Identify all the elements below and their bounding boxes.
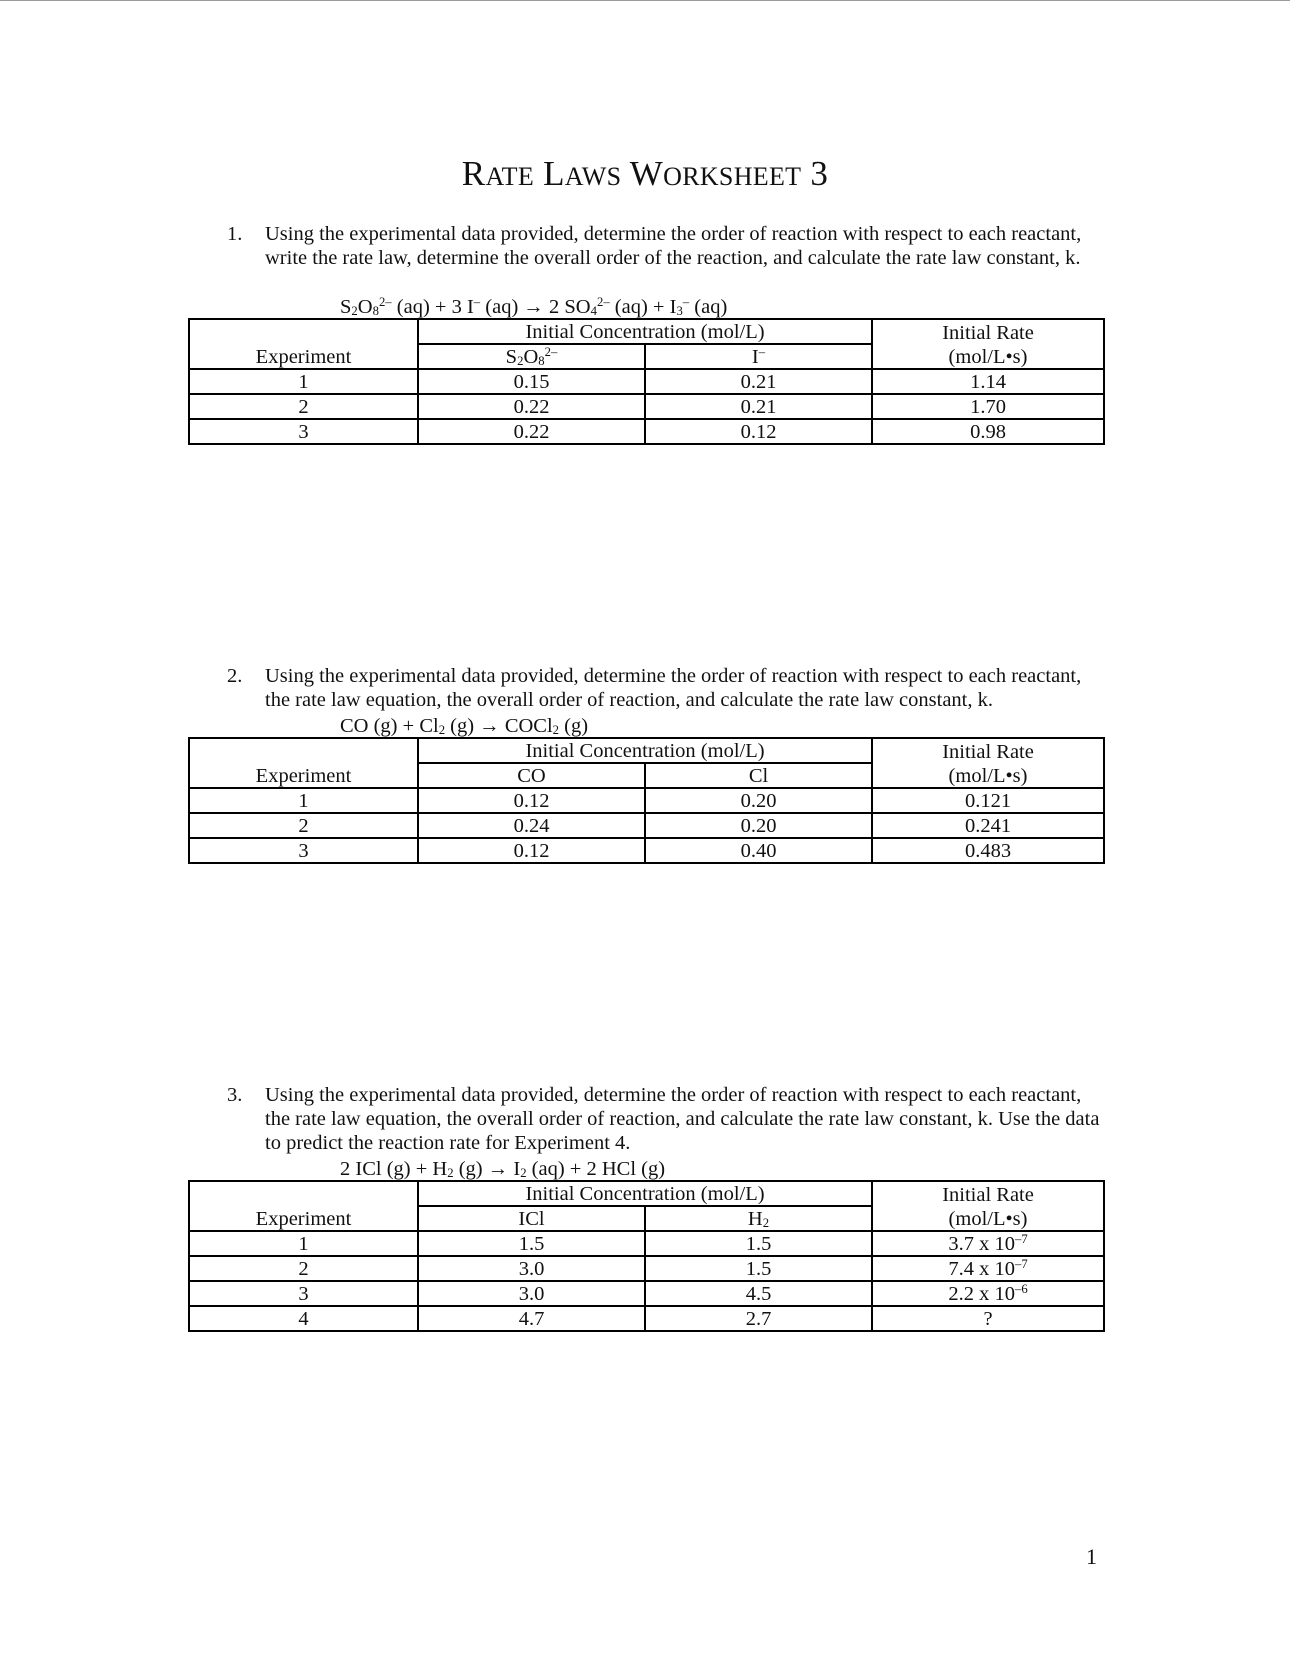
header-reactant-b: I– <box>645 344 872 369</box>
cell-rate: 0.98 <box>872 419 1104 444</box>
table-row <box>189 419 1104 444</box>
cell-experiment: 2 <box>189 1256 418 1281</box>
question-text: Using the experimental data provided, determine the order of reaction with respect to each reactant, the rate law equation, the overall order of reaction, and calculate the rate law constant, k. <box>265 665 1082 711</box>
header-initial-rate: Initial Rate <box>872 1181 1104 1206</box>
cell-experiment: 4 <box>189 1306 418 1331</box>
cell-conc-b: 0.12 <box>645 419 872 444</box>
reaction-equation-1: $S_2O_8^{2-}$ (aq) + 3 I– (aq) → 2 $SO_4^{2-}$ $(aq) + I_3^-$ (aq) <box>340 295 728 318</box>
cell-conc-a: 0.12 <box>418 838 645 863</box>
header-initial-concentration: Initial Concentration (mol/L) <box>418 738 872 763</box>
cell-rate: 7.4 x $10^{-7}$ <box>872 1256 1104 1281</box>
cell-experiment: 3 <box>189 838 418 863</box>
cell-rate: ? <box>872 1306 1104 1331</box>
cell-conc-b: 0.20 <box>645 788 872 813</box>
cell-rate: 2.2 x $10^{-6}$ <box>872 1281 1104 1306</box>
question-number: 3. <box>227 1084 243 1106</box>
data-table-1 <box>188 318 1105 445</box>
cell-conc-a: 0.15 <box>418 369 645 394</box>
header-initial-concentration: Initial Concentration (mol/L) <box>418 319 872 344</box>
header-initial-rate: Initial Rate <box>872 738 1104 763</box>
cell-conc-b: 1.5 <box>645 1231 872 1256</box>
cell-experiment: 1 <box>189 788 418 813</box>
cell-rate: 1.14 <box>872 369 1104 394</box>
header-initial-concentration: Initial Concentration (mol/L) <box>418 1181 872 1206</box>
reaction-equation-3: 2 ICl $(g) + H_2$ $(g) \to I_2$ (aq) + 2 HCl (g) <box>340 1158 666 1180</box>
question-3 <box>227 1083 1107 1155</box>
cell-conc-a: 4.7 <box>418 1306 645 1331</box>
header-rate-units: (mol/L•s) <box>872 344 1104 369</box>
table-header-row <box>189 319 1104 344</box>
question-number: 1. <box>227 223 243 245</box>
cell-experiment: 3 <box>189 419 418 444</box>
table-row <box>189 1256 1104 1281</box>
cell-rate: 0.241 <box>872 813 1104 838</box>
table-row <box>189 1231 1104 1256</box>
cell-conc-a: 1.5 <box>418 1231 645 1256</box>
cell-rate: 0.121 <box>872 788 1104 813</box>
cell-rate: 1.70 <box>872 394 1104 419</box>
cell-rate: 3.7 x $10^{-7}$ <box>872 1231 1104 1256</box>
cell-conc-a: 0.12 <box>418 788 645 813</box>
header-experiment: Experiment <box>189 319 418 369</box>
question-number: 2. <box>227 665 243 687</box>
reaction-equation-2: CO $(g) + Cl_2$ (g) → COCl$_2$ (g) <box>340 715 589 737</box>
cell-experiment: 2 <box>189 813 418 838</box>
cell-experiment: 2 <box>189 394 418 419</box>
header-rate-units: (mol/L•s) <box>872 763 1104 788</box>
header-experiment: Experiment <box>189 738 418 788</box>
cell-conc-b: 1.5 <box>645 1256 872 1281</box>
cell-conc-a: 0.24 <box>418 813 645 838</box>
page-title: RATE LAWS WORKSHEET 3 <box>461 154 829 193</box>
table-header-row <box>189 1181 1104 1206</box>
table-row <box>189 1281 1104 1306</box>
cell-rate: 0.483 <box>872 838 1104 863</box>
data-table-3 <box>188 1180 1105 1332</box>
cell-conc-a: 3.0 <box>418 1256 645 1281</box>
cell-conc-b: 0.21 <box>645 369 872 394</box>
header-reactant-a: $S_2O_8^{2-}$ <box>418 344 645 369</box>
header-reactant-b: Cl <box>645 763 872 788</box>
header-reactant-a: CO <box>418 763 645 788</box>
table-row <box>189 813 1104 838</box>
table-row <box>189 788 1104 813</box>
table-header-row <box>189 738 1104 763</box>
cell-conc-b: 2.7 <box>645 1306 872 1331</box>
table-row <box>189 394 1104 419</box>
page-number: 1 <box>1086 1544 1097 1569</box>
cell-conc-b: 0.40 <box>645 838 872 863</box>
cell-experiment: 1 <box>189 1231 418 1256</box>
header-reactant-b: $H_2$ <box>645 1206 872 1231</box>
question-2 <box>227 664 1107 712</box>
cell-conc-a: 0.22 <box>418 419 645 444</box>
table-row <box>189 838 1104 863</box>
cell-conc-a: 0.22 <box>418 394 645 419</box>
data-table-2 <box>188 737 1105 864</box>
table-row <box>189 1306 1104 1331</box>
cell-experiment: 1 <box>189 369 418 394</box>
header-initial-rate: Initial Rate <box>872 319 1104 344</box>
cell-experiment: 3 <box>189 1281 418 1306</box>
header-experiment: Experiment <box>189 1181 418 1231</box>
question-text: Using the experimental data provided, determine the order of reaction with respect to each reactant, write the rate law, determine the overall order of the reaction, and calculate the rate law constant, k. <box>265 223 1082 269</box>
page-top-border <box>0 0 1290 1</box>
table-row <box>189 369 1104 394</box>
header-rate-units: (mol/L•s) <box>872 1206 1104 1231</box>
cell-conc-b: 4.5 <box>645 1281 872 1306</box>
cell-conc-b: 0.20 <box>645 813 872 838</box>
header-reactant-a: ICl <box>418 1206 645 1231</box>
cell-conc-a: 3.0 <box>418 1281 645 1306</box>
question-1 <box>227 222 1107 270</box>
cell-conc-b: 0.21 <box>645 394 872 419</box>
question-text: Using the experimental data provided, determine the order of reaction with respect to each reactant, the rate law equation, the overall order of reaction, and calculate the rate law constant, k. Use the data to predict the reaction rate for Experiment 4. <box>265 1084 1100 1154</box>
